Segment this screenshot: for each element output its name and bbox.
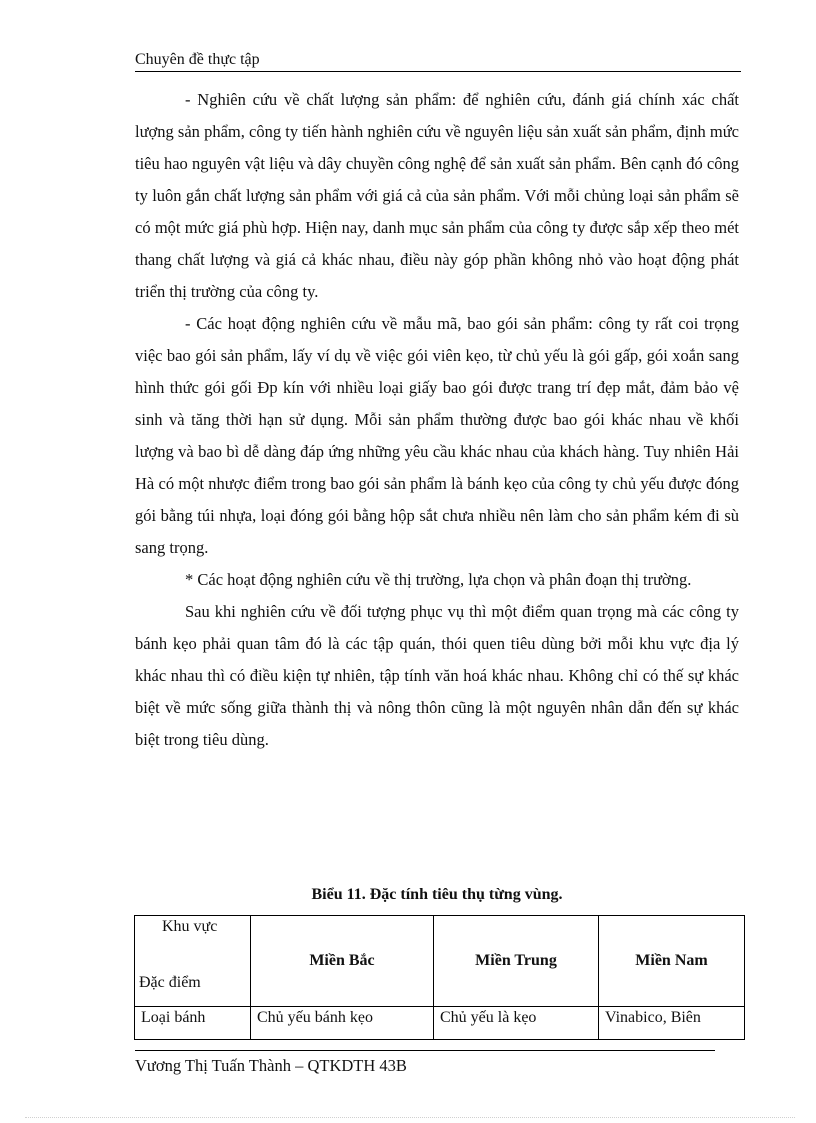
column-header-south: Miền Nam <box>599 916 745 1007</box>
table-header-row <box>135 916 745 1007</box>
table-caption: Biểu 11. Đặc tính tiêu thụ từng vùng. <box>311 886 563 903</box>
column-header-north: Miền Bắc <box>251 916 434 1007</box>
table-corner-cell <box>135 916 251 1007</box>
page-bottom-divider <box>25 1117 795 1118</box>
page-footer <box>135 1050 715 1077</box>
table-cell: Chủ yếu là kẹo <box>434 1007 599 1040</box>
column-header-central: Miền Trung <box>434 916 599 1007</box>
document-body <box>135 84 739 756</box>
paragraph-packaging-research: - Các hoạt động nghiên cứu về mẫu mã, bao gói sản phẩm: công ty rất coi trọng việc bao gói sản phẩm, lấy ví dụ về việc gói viên kẹo, từ chủ yếu là gói gấp, gói xoắn sang hình thức gói gối Đp kín với nhiều loại giấy bao gói được trang trí đẹp mắt, đảm bảo vệ sinh và tăng thời hạn sử dụng. Mỗi sản phẩm thường được bao gói khác nhau về khối lượng và bao bì dễ dàng đáp ứng những yêu cầu khác nhau của khách hàng. Tuy nhiên Hải Hà có một nhược điểm trong bao gói sản phẩm là bánh kẹo của công ty chủ yếu được đóng gói bằng túi nhựa, loại đóng gói bằng hộp sắt chưa nhiều nên làm cho sản phẩm kém đi sù sang trọng. <box>135 314 739 557</box>
footer-author: Vương Thị Tuấn Thành – QTKDTH 43B <box>135 1056 407 1075</box>
page-header <box>135 50 741 72</box>
corner-label-region: Khu vực <box>162 918 218 935</box>
table-cell: Chủ yếu bánh kẹo <box>251 1007 434 1040</box>
table-cell: Vinabico, Biên <box>599 1007 745 1040</box>
table-row <box>135 1007 745 1040</box>
header-title: Chuyên đề thực tập <box>135 51 260 68</box>
regional-consumption-table <box>134 915 745 1040</box>
paragraph-quality-research: - Nghiên cứu về chất lượng sản phẩm: để nghiên cứu, đánh giá chính xác chất lượng sản phẩm, công ty tiến hành nghiên cứu về nguyên liệu sản xuất sản phẩm, định mức tiêu hao nguyên vật liệu và dây chuyền công nghệ để sản xuất sản phẩm. Bên cạnh đó công ty luôn gắn chất lượng sản phẩm với giá cả của sản phẩm. Với mỗi chủng loại sản phẩm sẽ có một mức giá phù hợp. Hiện nay, danh mục sản phẩm của công ty được sắp xếp theo mét thang chất lượng và giá cả khác nhau, điều này góp phần không nhỏ vào hoạt động phát triển thị trường của công ty. <box>135 90 739 301</box>
corner-label-feature: Đặc điểm <box>139 974 201 991</box>
paragraph-market-research-heading: * Các hoạt động nghiên cứu về thị trường, lựa chọn và phân đoạn thị trường. <box>185 570 692 589</box>
paragraph-consumption-habits: Sau khi nghiên cứu về đối tượng phục vụ thì một điểm quan trọng mà các công ty bánh kẹo phải quan tâm đó là các tập quán, thói quen tiêu dùng bởi mỗi khu vực địa lý khác nhau thì có điều kiện tự nhiên, tập tính văn hoá khác nhau. Không chỉ có thế sự khác biệt về mức sống giữa thành thị và nông thôn cũng là một nguyên nhân dẫn đến sự khác biệt trong tiêu dùng. <box>135 602 739 749</box>
row-label-cell: Loại bánh <box>135 1007 251 1040</box>
